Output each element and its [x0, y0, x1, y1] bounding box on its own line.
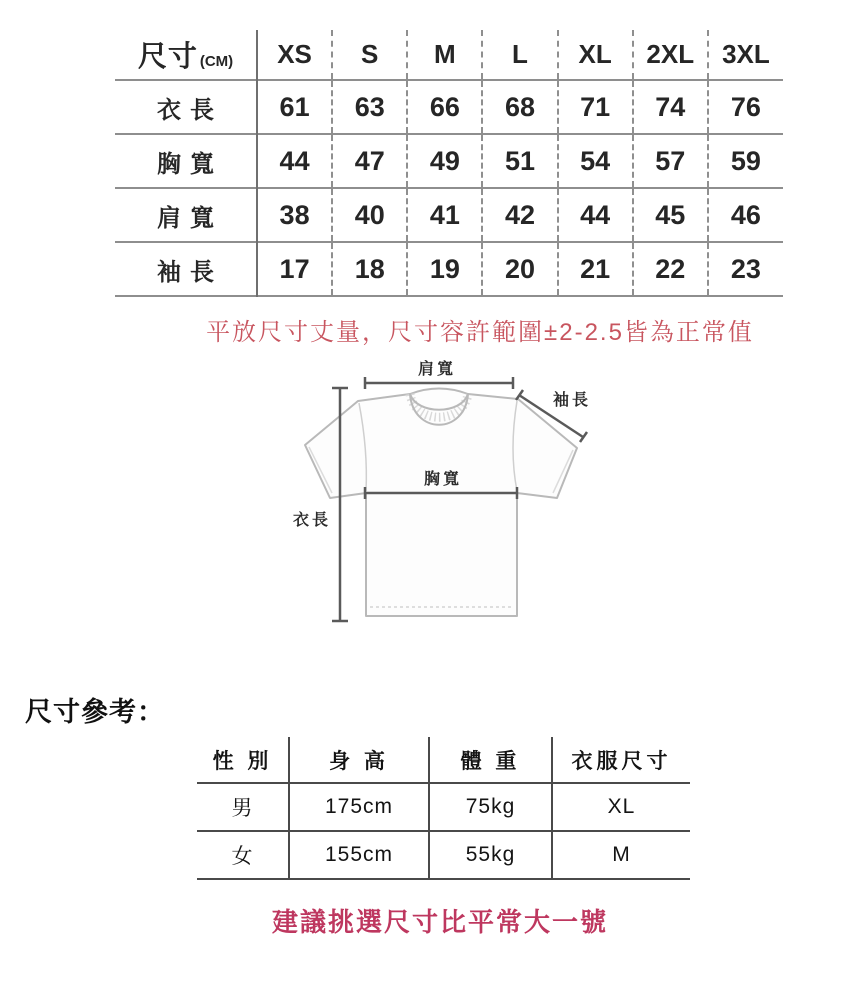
reference-header-row: [197, 737, 690, 783]
cell-value: 71: [558, 80, 633, 134]
size-col-xs: XS: [277, 39, 312, 69]
cell-value: 54: [558, 134, 633, 188]
ref-size: M: [552, 831, 690, 879]
measurement-tolerance-note: 平放尺寸丈量，尺寸容許範圍±2-2.5皆為正常值: [206, 319, 754, 346]
diagram-chest-label: 胸寬: [423, 471, 463, 488]
cell-value: 49: [407, 134, 482, 188]
size-table-header-row: [115, 30, 783, 80]
ref-col-weight: 體 重: [429, 737, 552, 783]
row-garment-length: [115, 80, 783, 134]
cell-value: 46: [708, 188, 783, 242]
cell-value: 23: [708, 242, 783, 296]
ref-size: XL: [552, 783, 690, 831]
cell-value: 66: [407, 80, 482, 134]
ref-col-gender: 性 別: [212, 749, 273, 773]
size-col-s: S: [332, 30, 407, 80]
cell-value: 61: [279, 91, 310, 122]
cell-value: 63: [332, 80, 407, 134]
cell-value: 59: [708, 134, 783, 188]
cell-value: 21: [558, 242, 633, 296]
ref-gender: 女: [231, 845, 254, 868]
cell-value: 19: [407, 242, 482, 296]
cell-value: 74: [633, 80, 708, 134]
size-table-title-cell: [115, 30, 257, 80]
size-col-l: L: [482, 30, 557, 80]
row-label: 胸寬: [115, 134, 257, 188]
diagram-shoulder-label: 肩寬: [417, 361, 457, 378]
size-col-m: M: [407, 30, 482, 80]
size-reference-heading: 尺寸參考：: [25, 697, 165, 727]
cell-value: 18: [332, 242, 407, 296]
ref-height: 155cm: [289, 831, 429, 879]
cell-value: 20: [482, 242, 557, 296]
tshirt-measurement-diagram: [280, 355, 610, 635]
cell-value: 38: [279, 199, 310, 230]
cell-value: 44: [558, 188, 633, 242]
size-col-xl: XL: [558, 30, 633, 80]
cell-value: 40: [332, 188, 407, 242]
size-table-unit: (CM): [199, 53, 234, 70]
cell-value: 44: [279, 145, 310, 176]
ref-height: 175cm: [289, 783, 429, 831]
ref-gender: 男: [231, 797, 254, 820]
cell-value: 51: [482, 134, 557, 188]
ref-weight: 75kg: [429, 783, 552, 831]
size-table-title: 尺寸: [137, 41, 198, 73]
row-label: 肩寬: [115, 188, 257, 242]
cell-value: 47: [332, 134, 407, 188]
ref-col-size: 衣服尺寸: [552, 737, 690, 783]
row-label: 衣長: [115, 80, 257, 134]
size-col-3xl: 3XL: [708, 30, 783, 80]
reference-row-female: [197, 831, 690, 879]
ref-weight: 55kg: [429, 831, 552, 879]
cell-value: 17: [279, 253, 310, 284]
cell-value: 22: [633, 242, 708, 296]
diagram-length-label: 衣長: [292, 512, 332, 529]
cell-value: 42: [482, 188, 557, 242]
cell-value: 41: [407, 188, 482, 242]
row-chest-width: [115, 134, 783, 188]
size-col-2xl: 2XL: [633, 30, 708, 80]
tshirt-outline-icon: [305, 389, 577, 617]
cell-value: 68: [482, 80, 557, 134]
size-up-suggestion-note: 建議挑選尺寸比平常大一號: [271, 907, 608, 937]
row-sleeve-length: [115, 242, 783, 296]
cell-value: 76: [708, 80, 783, 134]
row-label: 袖長: [115, 242, 257, 296]
size-reference-table: [197, 737, 690, 880]
diagram-sleeve-label: 袖長: [552, 392, 592, 409]
cell-value: 45: [633, 188, 708, 242]
size-measurements-table: [115, 30, 783, 297]
ref-col-height: 身 高: [289, 737, 429, 783]
row-shoulder-width: [115, 188, 783, 242]
cell-value: 57: [633, 134, 708, 188]
reference-row-male: [197, 783, 690, 831]
